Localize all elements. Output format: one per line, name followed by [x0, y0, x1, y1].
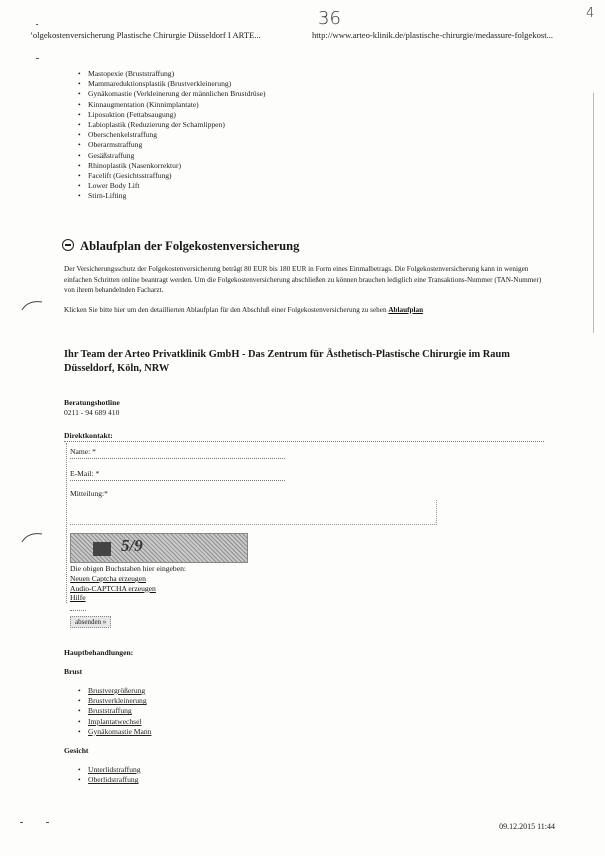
gesicht-treatment-list: [78, 765, 141, 785]
procedure-label: Stirn-Lifting: [88, 191, 127, 201]
list-item[interactable]: [78, 686, 151, 696]
procedure-label: Labioplastik (Reduzierung der Schamlippen): [88, 120, 225, 130]
list-item[interactable]: [78, 775, 141, 785]
new-captcha-link[interactable]: Neuen Captcha erzeugen: [70, 574, 146, 583]
treatment-link[interactable]: Gynäkomastie Mann: [88, 726, 152, 736]
hotline-number[interactable]: 0211 - 94 689 410: [64, 408, 120, 417]
print-timestamp: 09.12.2015 11:44: [499, 822, 555, 831]
name-input[interactable]: [70, 458, 285, 459]
list-item[interactable]: [78, 696, 151, 706]
list-item: [78, 140, 266, 150]
ablaufplan-link[interactable]: Ablaufplan: [388, 306, 424, 314]
procedure-label: Kinnaugmentation (Kinnimplantate): [88, 99, 199, 109]
list-item: [78, 89, 266, 99]
list-item: [78, 130, 266, 140]
help-link[interactable]: Hilfe: [70, 593, 86, 603]
procedure-label: Liposuktion (Fettabsaugung): [88, 109, 176, 119]
contact-label: Direktkontakt:: [64, 431, 113, 440]
list-item: [78, 69, 266, 79]
handwritten-page-mark: 4: [586, 6, 595, 21]
punch-hole-mark: [20, 298, 44, 312]
procedure-label: Oberarmstraffung: [88, 140, 143, 150]
section-heading-ablaufplan: [62, 238, 299, 254]
collapse-circle-icon[interactable]: [62, 239, 74, 251]
treatment-link[interactable]: Unterlidstraffung: [88, 765, 141, 774]
captcha-input[interactable]: [70, 610, 86, 611]
scan-mark: [20, 822, 23, 823]
treatment-link[interactable]: Implantatwechsel: [88, 716, 142, 726]
procedure-label: Oberschenkelstraffung: [88, 130, 158, 140]
main-treatments-label: Hauptbehandlungen:: [64, 648, 134, 657]
link-sentence-text: Klicken Sie bitte hier um den detaillierten Ablaufplan für den Abschluß einer Folgekostenversicherung zu sehen: [64, 306, 387, 314]
email-input[interactable]: [70, 480, 285, 481]
page-title: ’olgekostenversicherung Plastische Chirurgie Düsseldorf I ARTE...: [30, 30, 261, 40]
procedure-list: [78, 69, 266, 202]
list-item[interactable]: [78, 727, 151, 737]
procedure-label: Rhinoplastik (Nasenkorrektur): [88, 160, 182, 170]
treatment-link[interactable]: Oberlidstraffung: [88, 775, 139, 785]
list-item: [78, 79, 266, 89]
captcha-noise: [93, 542, 111, 556]
list-item: [78, 161, 266, 171]
audio-captcha-link[interactable]: Audio-CAPTCHA erzeugen: [70, 583, 156, 593]
procedure-label: Mammareduktionsplastik (Brustverkleinerung): [88, 79, 232, 89]
list-item: [78, 110, 266, 120]
ablauf-paragraph: Der Versicherungsschutz der Folgekostenversicherung beträgt 80 EUR bis 180 EUR in Form eines Einmalbetrags. Die Folgekostenversicherung kann in wenigen einfachen Schritten online beantragt werden. Um die Folgekostenversicherung abschließen zu können brauchen lediglich eine Transaktions-Nummer (TAN-Nummer) von ihrem behandelnden Facharzt.: [64, 265, 542, 295]
page-url[interactable]: http://www.arteo-klinik.de/plastische-chirurgie/medassure-folgekost...: [312, 30, 554, 40]
email-field-label: E-Mail: *: [70, 469, 100, 478]
list-item: [78, 120, 266, 130]
procedure-label: Lower Body Lift: [88, 181, 140, 191]
section-heading-text: Ablaufplan der Folgekostenversicherung: [80, 239, 300, 253]
list-item: [78, 181, 266, 191]
message-field-label: Mitteilung:*: [70, 489, 108, 498]
list-item[interactable]: [78, 717, 151, 727]
hotline-label: Beratungshotline: [64, 398, 120, 407]
list-item: [78, 100, 266, 110]
form-border: [66, 443, 67, 603]
procedure-label: Facelift (Gesichtsstraffung): [88, 171, 172, 181]
scan-mark: [36, 24, 38, 25]
procedure-label: Gynäkomastie (Verkleinerung der männlichen Brustdrüse): [88, 89, 266, 99]
captcha-image: [70, 533, 248, 563]
treatment-link[interactable]: Brustvergrößerung: [88, 686, 146, 695]
list-item[interactable]: [78, 706, 151, 716]
scan-mark: [46, 822, 49, 823]
name-field-label: Name: *: [70, 447, 96, 456]
procedure-label: Mastopexie (Bruststraffung): [88, 69, 175, 78]
list-item: [78, 151, 266, 161]
brust-treatment-list: [78, 686, 151, 737]
scan-edge-line: [593, 93, 594, 333]
captcha-prompt: Die obigen Buchstaben hier eingeben:: [70, 564, 186, 573]
group-heading-brust: Brust: [64, 667, 83, 676]
handwritten-number: 36: [318, 8, 341, 29]
procedure-label: Gesäßstraffung: [88, 150, 135, 160]
submit-button[interactable]: absenden »: [70, 616, 111, 628]
list-item: [78, 191, 266, 201]
treatment-link[interactable]: Bruststraffung: [88, 706, 132, 716]
list-item: [78, 171, 266, 181]
list-item[interactable]: [78, 765, 141, 775]
ablauf-link-sentence: [64, 305, 542, 316]
divider: [64, 441, 544, 442]
message-textarea[interactable]: [70, 500, 437, 525]
scan-mark: [36, 58, 39, 59]
team-heading: Ihr Team der Arteo Privatklinik GmbH - Das Zentrum für Ästhetisch-Plastische Chirurgie im Raum Düsseldorf, Köln, NRW: [64, 349, 510, 375]
group-heading-gesicht: Gesicht: [64, 746, 89, 755]
punch-hole-mark: [20, 530, 44, 544]
treatment-link[interactable]: Brustverkleinerung: [88, 696, 147, 706]
captcha-text: 5/9: [121, 536, 143, 555]
